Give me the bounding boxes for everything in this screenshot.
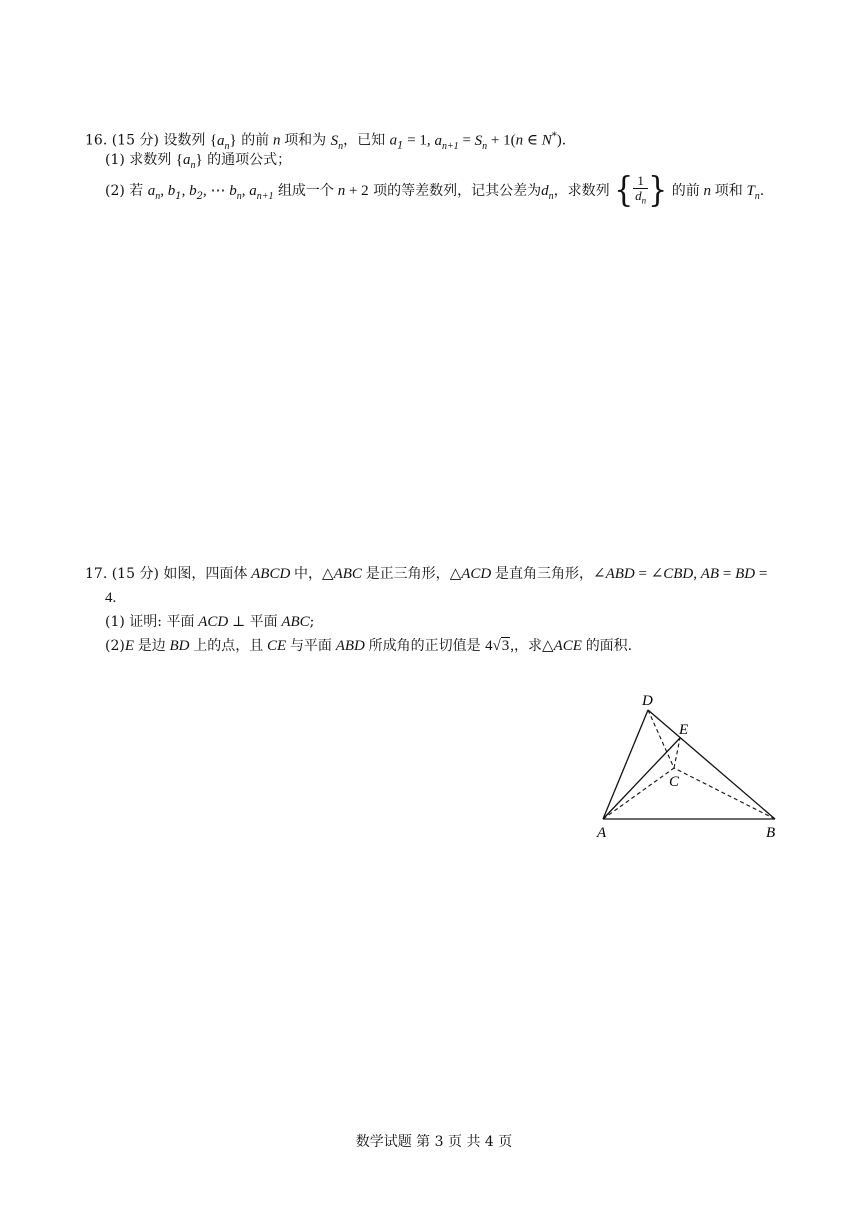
problem16-part1: (1) 求数列 $\{a_n\}$ 的通项公式； [105, 152, 292, 171]
page-footer: 数学试题 第 3 页 共 4 页 [355, 1134, 513, 1150]
edge-bd [648, 710, 775, 819]
label-c: C [669, 774, 680, 790]
problem17-number: 17. [85, 566, 108, 582]
edge-ad [603, 710, 648, 819]
problem17-part1: (1) 证明: 平面 ACD ⊥ 平面 ABC; [105, 614, 315, 630]
problem16-score: (15 分) [111, 132, 159, 149]
tetrahedron-figure [585, 685, 790, 845]
problem17-line1: 17. (15 分) 如图，四面体 ABCD 中，△ABC 是正三角形，△ACD 是直角三角形，∠ABD = ∠CBD, AB = BD = [85, 566, 768, 582]
label-a: A [597, 825, 607, 841]
problem16-part2: (2) 若 $a_n$, $b_1$, $b_2$, ⋯ $b_n$, $a_{n+1}$ 组成一个 n + 2 项的等差数列，记其公差为$d_n$，求数列 { $\frac{1}{d_n}$ } 的前 n 项和 $T_n$. [105, 170, 765, 211]
problem16-line1: 16. (15 分) 设数列 $\{a_n\}$ 的前 n 项和为 $S_n$，已知 $a_1 = 1$, $a_{n+1} = S_n + 1(n$ ∈ N*). [85, 131, 567, 152]
label-e: E [679, 722, 689, 738]
problem17-line2: 4. [105, 590, 117, 606]
problem17-score: (15 分) [111, 566, 159, 582]
label-d: D [642, 693, 653, 709]
edge-dc [648, 710, 674, 768]
label-b: B [766, 825, 776, 841]
problem17-part2: (2)E 是边 BD 上的点，且 CE 与平面 ABD 所成角的正切值是 4√3,，求△ACE 的面积. [105, 638, 633, 654]
problem16-number: 16. [85, 132, 108, 149]
sqrt-symbol: √3 [492, 638, 510, 654]
